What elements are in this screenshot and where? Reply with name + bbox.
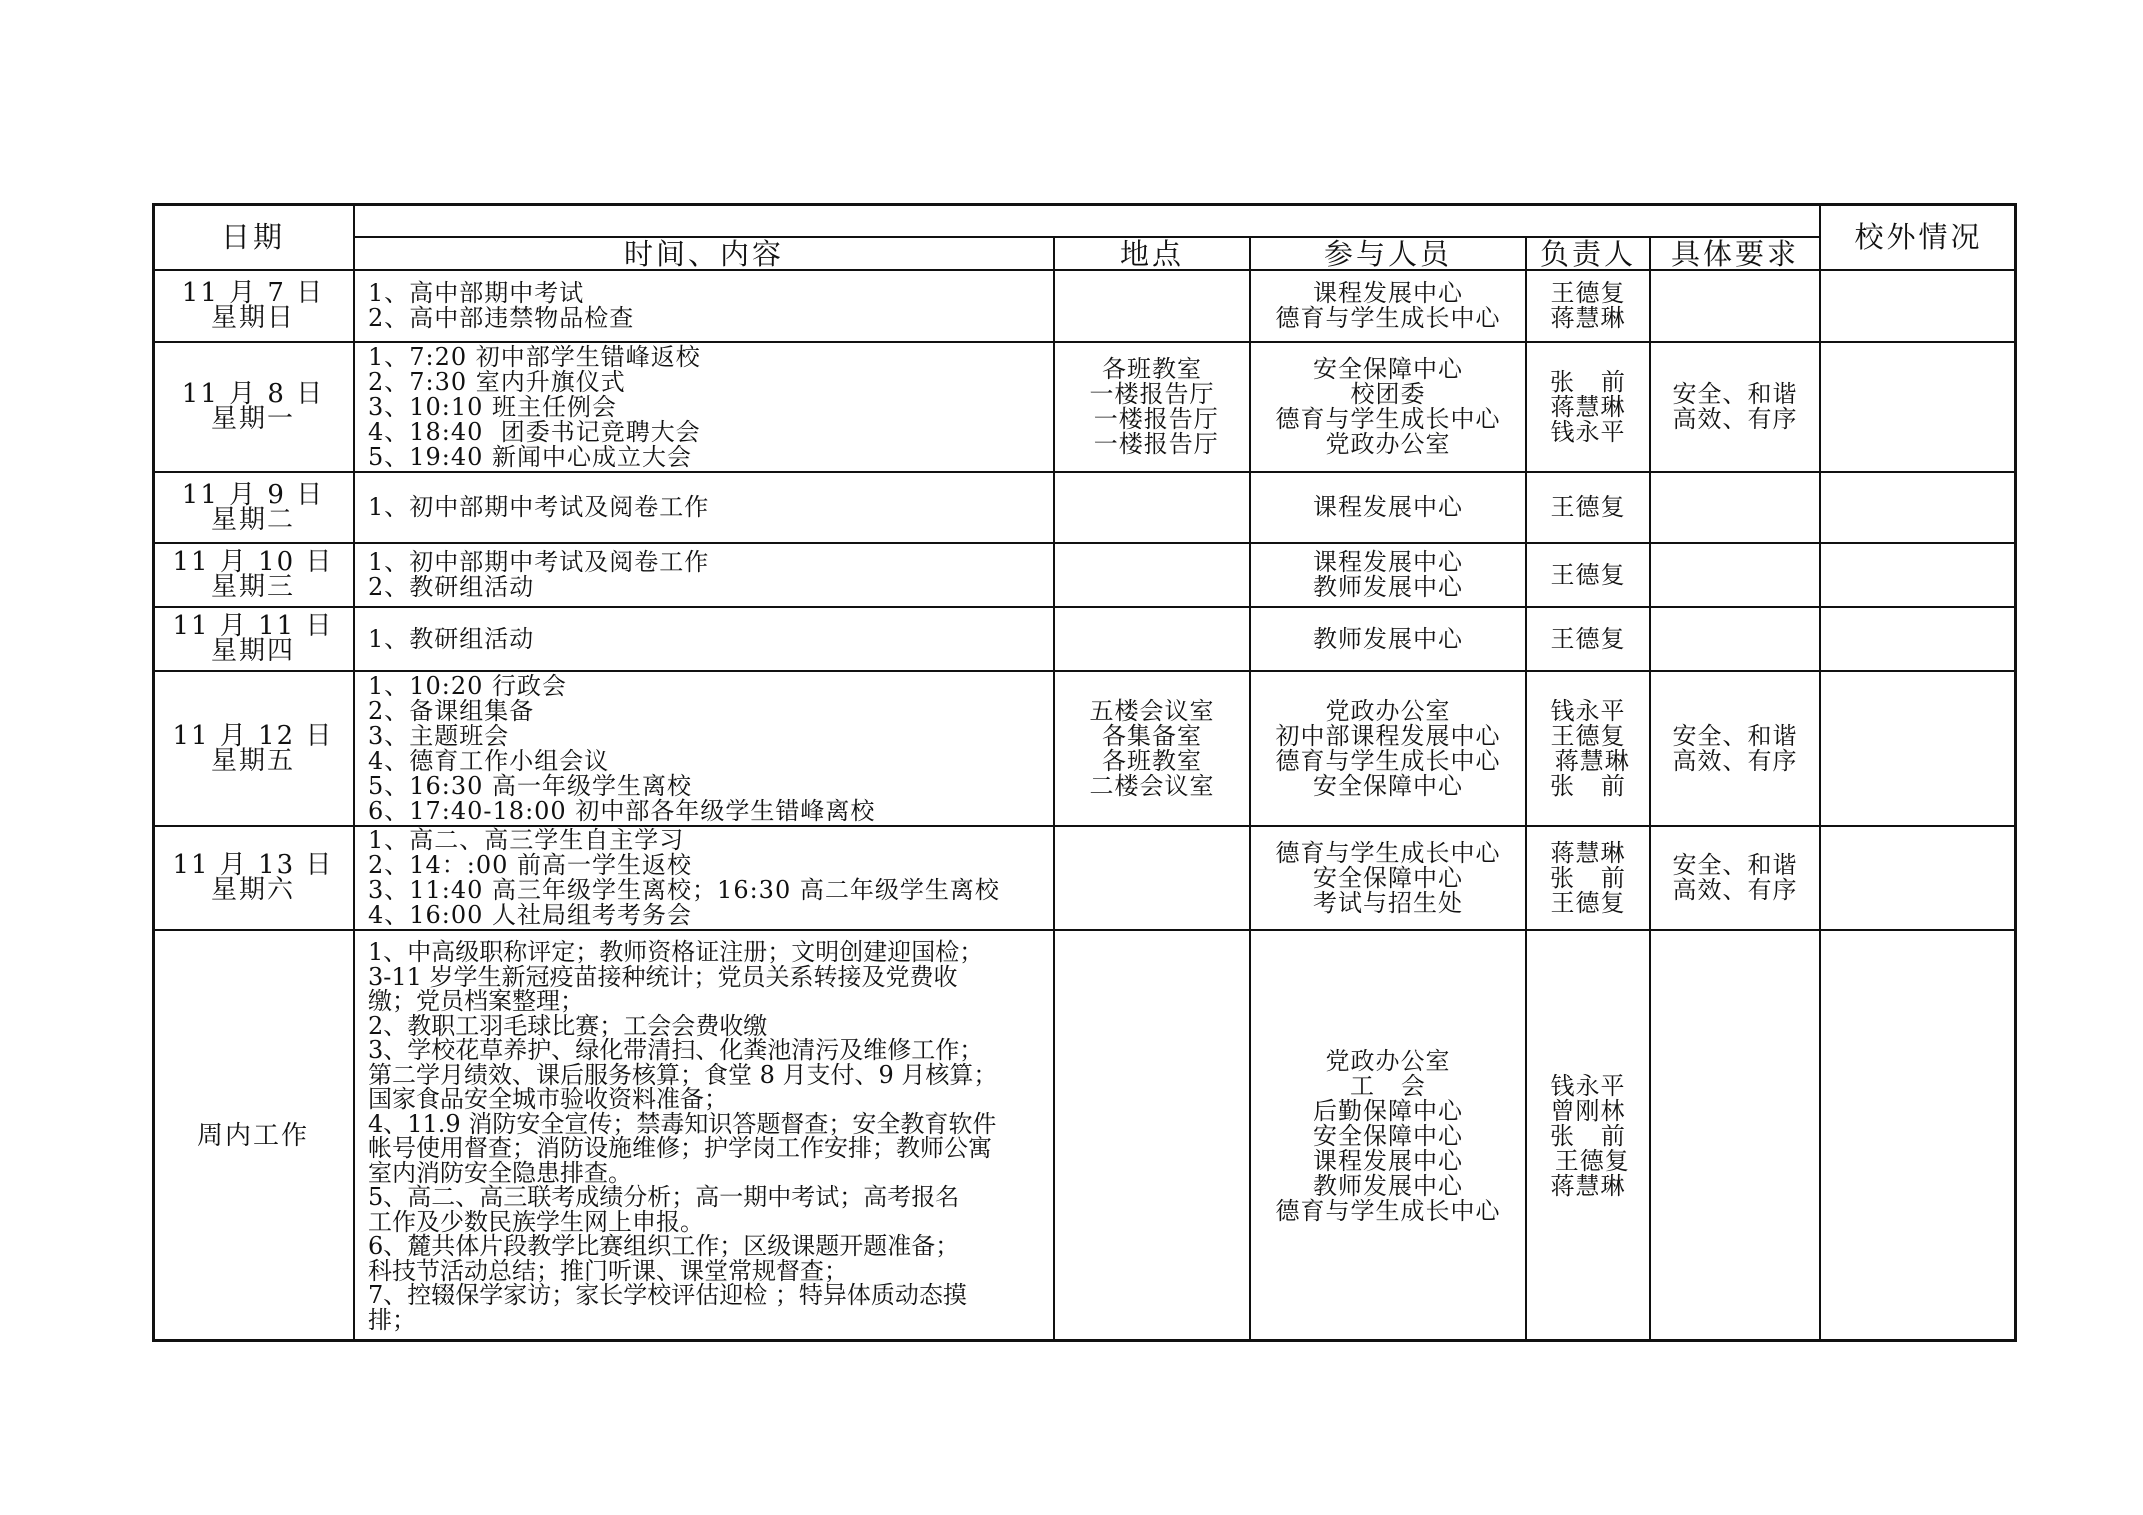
weekly-leaders-cell: [1526, 930, 1650, 1342]
leader-line: 钱永平: [1550, 417, 1626, 446]
participant-line: 德育与学生成长中心: [1275, 746, 1501, 775]
weekly-content-cell: [354, 930, 1054, 1342]
weekly-content-line: 7、控辍保学家访；家长学校评估迎检 ；特异体质动态摸: [368, 1281, 967, 1309]
requirement-line: 安全、和谐: [1672, 380, 1798, 408]
row-location-cell: [1054, 671, 1250, 826]
weekly-leader-line: 蒋慧琳: [1550, 1171, 1626, 1200]
row-date-cell: [152, 342, 354, 472]
row-leaders-cell: [1526, 270, 1650, 342]
leader-line: 蒋慧琳: [1550, 392, 1626, 421]
leader-line: 王德复: [1550, 721, 1626, 750]
row-participants-cell: [1250, 826, 1526, 930]
row-date-cell: [152, 543, 354, 607]
weekly-content-line: 2、教职工羽毛球比赛；工会会费收缴: [368, 1011, 768, 1040]
weekly-content-line: 室内消防安全隐患排查。: [368, 1158, 632, 1187]
row-participants-cell: [1250, 543, 1526, 607]
weekday-text: 星期三: [210, 572, 295, 602]
header-person-in-charge: 负责人: [1539, 237, 1636, 270]
content-line: 4、18:40 团委书记竞聘大会: [368, 417, 701, 446]
row-leaders-cell: [1526, 607, 1650, 671]
row-participants-cell: [1250, 270, 1526, 342]
schedule-table: [152, 203, 2017, 1342]
participant-line: 考试与招生处: [1313, 888, 1463, 917]
weekly-participant-line: 工 会: [1350, 1071, 1426, 1100]
weekday-text: 星期日: [210, 303, 295, 333]
weekly-content-line: 帐号使用督查；消防设施维修；护学岗工作安排；教师公寓: [368, 1134, 992, 1162]
location-line: 一楼报告厅: [1089, 380, 1215, 408]
location-line: 各班教室: [1102, 746, 1202, 775]
content-line: 2、备课组集备: [368, 696, 535, 725]
weekly-content-line: 缴；党员档案整理；: [368, 987, 584, 1015]
participant-line: 教师发展中心: [1313, 624, 1463, 653]
location-line: 各班教室: [1102, 355, 1202, 383]
row-date-cell: [152, 607, 354, 671]
content-line: 2、7:30 室内升旗仪式: [368, 367, 626, 396]
content-line: 3、11:40 高三年级学生离校；16:30 高二年级学生离校: [368, 876, 1000, 904]
weekly-leader-line: 曾刚林: [1550, 1096, 1626, 1125]
content-line: 1、教研组活动: [368, 624, 535, 653]
row-content-cell: [354, 270, 1054, 342]
row-leaders-cell: [1526, 342, 1650, 472]
participant-line: 德育与学生成长中心: [1275, 304, 1501, 332]
weekly-leader-line: 钱永平: [1550, 1071, 1626, 1100]
participant-line: 课程发展中心: [1313, 493, 1463, 521]
date-text: 11 月 12 日: [172, 720, 334, 751]
participant-line: 课程发展中心: [1313, 548, 1463, 576]
location-line: 各集备室: [1102, 721, 1202, 750]
date-text: 11 月 11 日: [172, 611, 334, 641]
row-participants-cell: [1250, 607, 1526, 671]
content-line: 2、教研组活动: [368, 573, 535, 601]
participant-line: 德育与学生成长中心: [1275, 838, 1501, 867]
participant-line: 初中部课程发展中心: [1275, 721, 1501, 750]
location-line: 一楼报告厅: [1085, 430, 1219, 458]
header-participants: 参与人员: [1323, 237, 1452, 270]
leader-line: 张 前: [1550, 367, 1626, 396]
weekly-participant-line: 安全保障中心: [1313, 1121, 1463, 1150]
row-requirements-cell: [1650, 607, 1820, 671]
row-requirements-cell: [1650, 472, 1820, 543]
row-requirements-cell: [1650, 543, 1820, 607]
leader-line: 王德复: [1550, 888, 1626, 917]
row-participants-cell: [1250, 472, 1526, 543]
participant-line: 安全保障中心: [1313, 863, 1463, 892]
header-date: 日期: [220, 219, 285, 254]
row-location-cell: [1054, 270, 1250, 342]
leader-line: 蒋慧琳: [1546, 746, 1630, 775]
row-content-cell: [354, 342, 1054, 472]
location-line: 一楼报告厅: [1085, 405, 1219, 433]
weekday-text: 星期六: [210, 875, 295, 905]
row-location-cell: [1054, 342, 1250, 472]
content-line: 1、初中部期中考试及阅卷工作: [368, 548, 710, 576]
row-location-cell: [1054, 543, 1250, 607]
weekly-content-line: 国家食品安全城市验收资料准备；: [368, 1085, 728, 1113]
content-line: 1、高二、高三学生自主学习: [368, 826, 685, 854]
weekly-participant-line: 课程发展中心: [1313, 1146, 1463, 1175]
content-line: 1、7:20 初中部学生错峰返校: [368, 342, 701, 371]
row-participants-cell: [1250, 671, 1526, 826]
leader-line: 钱永平: [1550, 696, 1626, 725]
row-date-cell: [152, 472, 354, 543]
header-external: 校外情况: [1854, 219, 1983, 254]
participant-line: 教师发展中心: [1313, 573, 1463, 601]
content-line: 4、德育工作小组会议: [368, 746, 610, 775]
row-leaders-cell: [1526, 543, 1650, 607]
date-text: 11 月 10 日: [172, 547, 334, 577]
row-requirements-cell: [1650, 342, 1820, 472]
content-line: 1、高中部期中考试: [368, 279, 585, 307]
row-location-cell: [1054, 607, 1250, 671]
content-line: 2、14：:00 前高一学生返校: [368, 851, 693, 879]
participant-line: 党政办公室: [1325, 430, 1451, 458]
leader-line: 张 前: [1550, 771, 1626, 800]
content-line: 2、高中部违禁物品检查: [368, 304, 635, 332]
weekday-text: 星期一: [210, 404, 295, 434]
row-leaders-cell: [1526, 826, 1650, 930]
row-content-cell: [354, 826, 1054, 930]
row-date-cell: [152, 671, 354, 826]
weekly-label-cell: [152, 930, 354, 1342]
weekly-content-line: 1、中高级职称评定；教师资格证注册；文明创建迎国检；: [368, 938, 984, 966]
requirement-line: 高效、有序: [1672, 876, 1798, 904]
weekly-content-line: 6、麓共体片段教学比赛组织工作；区级课题开题准备；: [368, 1232, 960, 1260]
header-content: 时间、内容: [623, 237, 784, 270]
leader-line: 王德复: [1550, 560, 1626, 589]
weekly-participants-cell: [1250, 930, 1526, 1342]
row-content-cell: [354, 607, 1054, 671]
participant-line: 课程发展中心: [1313, 279, 1463, 307]
weekly-content-line: 3-11 岁学生新冠疫苗接种统计；党员关系转接及党费收: [368, 962, 958, 991]
leader-line: 王德复: [1550, 279, 1626, 307]
weekly-content-line: 排；: [368, 1305, 416, 1334]
weekly-participant-line: 德育与学生成长中心: [1275, 1196, 1501, 1225]
row-content-cell: [354, 472, 1054, 543]
row-requirements-cell: [1650, 826, 1820, 930]
weekly-content-line: 工作及少数民族学生网上申报。: [368, 1207, 704, 1236]
content-line: 3、10:10 班主任例会: [368, 392, 618, 421]
weekday-text: 星期二: [210, 504, 295, 535]
row-date-cell: [152, 826, 354, 930]
leader-line: 蒋慧琳: [1550, 838, 1626, 867]
leader-line: 王德复: [1550, 493, 1626, 521]
participant-line: 安全保障中心: [1313, 771, 1463, 800]
weekly-content-line: 4、11.9 消防安全宣传；禁毒知识答题督查；安全教育软件: [368, 1109, 997, 1138]
participant-line: 德育与学生成长中心: [1275, 405, 1501, 433]
weekday-text: 星期四: [210, 636, 295, 666]
row-requirements-cell: [1650, 270, 1820, 342]
leader-line: 王德复: [1550, 624, 1626, 653]
leader-line: 蒋慧琳: [1550, 304, 1626, 332]
weekly-content-line: 3、学校花草养护、绿化带清扫、化粪池清污及维修工作；: [368, 1036, 984, 1064]
weekly-participant-line: 后勤保障中心: [1313, 1096, 1463, 1125]
row-requirements-cell: [1650, 671, 1820, 826]
weekly-leader-line: 张 前: [1550, 1121, 1626, 1150]
header-location: 地点: [1119, 237, 1184, 270]
row-participants-cell: [1250, 342, 1526, 472]
content-line: 5、16:30 高一年级学生离校: [368, 771, 693, 800]
weekly-participant-line: 党政办公室: [1325, 1046, 1451, 1075]
weekly-participant-line: 教师发展中心: [1313, 1171, 1463, 1200]
header-requirements: 具体要求: [1670, 237, 1799, 270]
date-text: 11 月 7 日: [181, 278, 325, 308]
content-line: 1、10:20 行政会: [368, 671, 568, 700]
date-text: 11 月 13 日: [172, 850, 334, 880]
row-content-cell: [354, 543, 1054, 607]
content-line: 1、初中部期中考试及阅卷工作: [368, 493, 710, 521]
location-line: 五楼会议室: [1089, 696, 1215, 725]
row-content-cell: [354, 671, 1054, 826]
weekday-text: 星期五: [210, 745, 295, 776]
participant-line: 党政办公室: [1325, 696, 1451, 725]
row-location-cell: [1054, 472, 1250, 543]
content-line: 5、19:40 新闻中心成立大会: [368, 442, 693, 471]
row-date-cell: [152, 270, 354, 342]
date-text: 11 月 9 日: [181, 479, 325, 510]
content-line: 3、主题班会: [368, 721, 510, 750]
requirement-line: 高效、有序: [1672, 746, 1798, 775]
row-location-cell: [1054, 826, 1250, 930]
content-line: 4、16:00 人社局组考考务会: [368, 901, 693, 929]
location-line: 二楼会议室: [1089, 771, 1215, 800]
participant-line: 安全保障中心: [1313, 355, 1463, 383]
requirement-line: 高效、有序: [1672, 405, 1798, 433]
weekly-content-line: 5、高二、高三联考成绩分析；高一期中考试；高考报名: [368, 1183, 960, 1211]
weekly-leader-line: 王德复: [1546, 1146, 1630, 1175]
weekly-label: 周内工作: [196, 1120, 309, 1151]
row-leaders-cell: [1526, 671, 1650, 826]
row-leaders-cell: [1526, 472, 1650, 543]
weekly-content-line: 科技节活动总结；推门听课、课堂常规督查；: [368, 1256, 848, 1285]
leader-line: 张 前: [1550, 863, 1626, 892]
participant-line: 校团委: [1350, 380, 1426, 408]
requirement-line: 安全、和谐: [1672, 721, 1798, 750]
content-line: 6、17:40-18:00 初中部各年级学生错峰离校: [368, 796, 876, 825]
requirement-line: 安全、和谐: [1672, 851, 1798, 879]
date-text: 11 月 8 日: [181, 379, 325, 409]
weekly-content-line: 第二学月绩效、课后服务核算；食堂 8 月支付、9 月核算；: [368, 1060, 998, 1089]
